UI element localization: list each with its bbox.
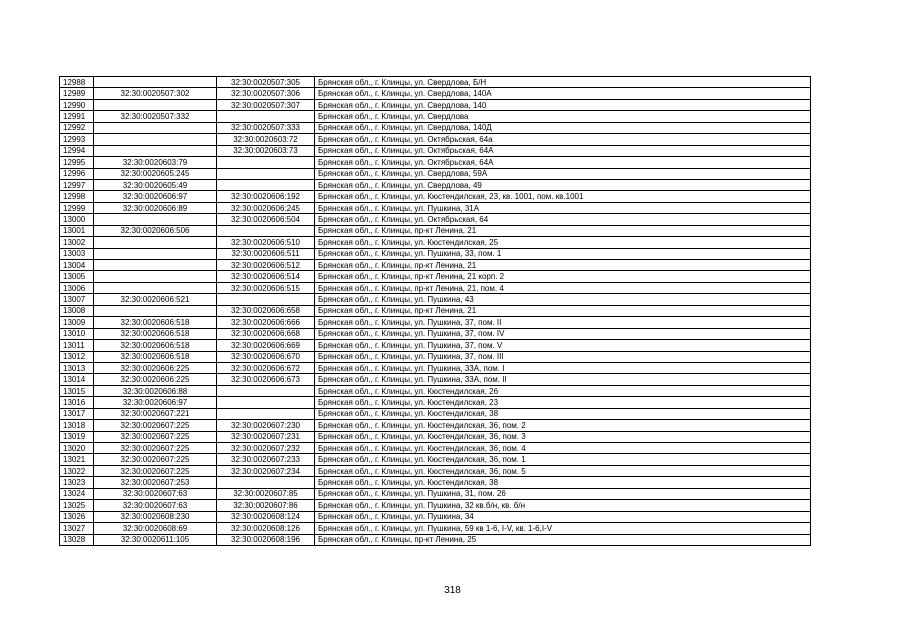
address-cell: Брянская обл., г. Клинцы, ул. Кюстендилская, 23	[315, 397, 811, 408]
address-cell: Брянская обл., г. Клинцы, ул. Кюстендилская, 38	[315, 408, 811, 419]
related-cadastral-number-cell: 32:30:0020606:514	[217, 271, 315, 282]
table-row	[60, 260, 811, 271]
address-cell: Брянская обл., г. Клинцы, ул. Кюстендилская, 23, кв. 1001, пом. кв.1001	[315, 191, 811, 202]
related-cadastral-number-cell	[217, 294, 315, 305]
page-number: 318	[444, 585, 461, 596]
cadastral-number-cell: 32:30:0020608:230	[94, 511, 217, 522]
row-number-cell: 13017	[60, 408, 94, 419]
cadastral-number-cell: 32:30:0020608:69	[94, 523, 217, 534]
table-row	[60, 362, 811, 373]
related-cadastral-number-cell	[217, 408, 315, 419]
row-number-cell: 13028	[60, 534, 94, 545]
row-number-cell: 13007	[60, 294, 94, 305]
address-cell: Брянская обл., г. Клинцы, ул. Пушкина, 34	[315, 511, 811, 522]
related-cadastral-number-cell: 32:30:0020606:510	[217, 237, 315, 248]
table-row	[60, 214, 811, 225]
related-cadastral-number-cell: 32:30:0020507:305	[217, 77, 315, 88]
table-row	[60, 431, 811, 442]
related-cadastral-number-cell: 32:30:0020608:124	[217, 511, 315, 522]
related-cadastral-number-cell	[217, 179, 315, 190]
row-number-cell: 12988	[60, 77, 94, 88]
table-row	[60, 225, 811, 236]
table-row	[60, 134, 811, 145]
table-row	[60, 465, 811, 476]
address-cell: Брянская обл., г. Клинцы, ул. Октябрьская, 64А	[315, 145, 811, 156]
table-row	[60, 488, 811, 499]
cadastral-number-cell: 32:30:0020606:518	[94, 340, 217, 351]
cadastral-number-cell: 32:30:0020605:49	[94, 179, 217, 190]
cadastral-number-cell: 32:30:0020607:253	[94, 477, 217, 488]
related-cadastral-number-cell: 32:30:0020607:234	[217, 465, 315, 476]
table-row	[60, 157, 811, 168]
related-cadastral-number-cell	[217, 477, 315, 488]
related-cadastral-number-cell: 32:30:0020606:673	[217, 374, 315, 385]
cadastral-number-cell	[94, 145, 217, 156]
row-number-cell: 12993	[60, 134, 94, 145]
row-number-cell: 13010	[60, 328, 94, 339]
table-row	[60, 111, 811, 122]
related-cadastral-number-cell: 32:30:0020606:511	[217, 248, 315, 259]
related-cadastral-number-cell: 32:30:0020606:515	[217, 282, 315, 293]
row-number-cell: 13013	[60, 362, 94, 373]
row-number-cell: 13005	[60, 271, 94, 282]
table-row	[60, 88, 811, 99]
cadastral-number-cell: 32:30:0020606:225	[94, 362, 217, 373]
row-number-cell: 12990	[60, 99, 94, 110]
related-cadastral-number-cell: 32:30:0020606:192	[217, 191, 315, 202]
row-number-cell: 12994	[60, 145, 94, 156]
cadastral-number-cell	[94, 282, 217, 293]
table-row	[60, 202, 811, 213]
row-number-cell: 13003	[60, 248, 94, 259]
row-number-cell: 13019	[60, 431, 94, 442]
related-cadastral-number-cell: 32:30:0020606:670	[217, 351, 315, 362]
address-cell: Брянская обл., г. Клинцы, пр-кт Ленина, 21	[315, 305, 811, 316]
row-number-cell: 13018	[60, 420, 94, 431]
cadastral-number-cell: 32:30:0020507:332	[94, 111, 217, 122]
row-number-cell: 13026	[60, 511, 94, 522]
related-cadastral-number-cell	[217, 225, 315, 236]
row-number-cell: 13027	[60, 523, 94, 534]
related-cadastral-number-cell: 32:30:0020606:504	[217, 214, 315, 225]
address-cell: Брянская обл., г. Клинцы, ул. Пушкина, 43	[315, 294, 811, 305]
related-cadastral-number-cell	[217, 385, 315, 396]
cadastral-number-cell	[94, 271, 217, 282]
table-row	[60, 271, 811, 282]
cadastral-number-cell: 32:30:0020605:245	[94, 168, 217, 179]
address-cell: Брянская обл., г. Клинцы, ул. Пушкина, 33, пом. 1	[315, 248, 811, 259]
related-cadastral-number-cell: 32:30:0020507:307	[217, 99, 315, 110]
table-row	[60, 500, 811, 511]
cadastral-number-cell: 32:30:0020607:225	[94, 431, 217, 442]
table-row	[60, 191, 811, 202]
cadastral-number-cell: 32:30:0020603:79	[94, 157, 217, 168]
table-row	[60, 374, 811, 385]
related-cadastral-number-cell: 32:30:0020608:126	[217, 523, 315, 534]
table-row	[60, 99, 811, 110]
cadastral-number-cell: 32:30:0020606:518	[94, 317, 217, 328]
table-row	[60, 168, 811, 179]
related-cadastral-number-cell: 32:30:0020507:306	[217, 88, 315, 99]
table-row	[60, 179, 811, 190]
address-cell: Брянская обл., г. Клинцы, ул. Кюстендилская, 38	[315, 477, 811, 488]
related-cadastral-number-cell: 32:30:0020607:85	[217, 488, 315, 499]
cadastral-number-cell: 32:30:0020606:521	[94, 294, 217, 305]
address-cell: Брянская обл., г. Клинцы, ул. Свердлова, 49	[315, 179, 811, 190]
row-number-cell: 13006	[60, 282, 94, 293]
address-cell: Брянская обл., г. Клинцы, ул. Октябрьская, 64	[315, 214, 811, 225]
table-row	[60, 385, 811, 396]
address-cell: Брянская обл., г. Клинцы, ул. Свердлова, Б/Н	[315, 77, 811, 88]
related-cadastral-number-cell: 32:30:0020607:232	[217, 443, 315, 454]
related-cadastral-number-cell: 32:30:0020606:669	[217, 340, 315, 351]
related-cadastral-number-cell: 32:30:0020603:73	[217, 145, 315, 156]
cadastral-number-cell: 32:30:0020607:221	[94, 408, 217, 419]
table-row	[60, 523, 811, 534]
row-number-cell: 13009	[60, 317, 94, 328]
table-row	[60, 534, 811, 545]
address-cell: Брянская обл., г. Клинцы, ул. Пушкина, 37, пом. V	[315, 340, 811, 351]
cadastral-number-cell: 32:30:0020611:105	[94, 534, 217, 545]
table-row	[60, 443, 811, 454]
cadastral-number-cell: 32:30:0020607:225	[94, 420, 217, 431]
table-row	[60, 397, 811, 408]
row-number-cell: 13008	[60, 305, 94, 316]
row-number-cell: 13015	[60, 385, 94, 396]
row-number-cell: 12992	[60, 122, 94, 133]
cadastral-number-cell: 32:30:0020607:225	[94, 465, 217, 476]
address-cell: Брянская обл., г. Клинцы, ул. Пушкина, 37, пом. III	[315, 351, 811, 362]
cadastral-number-cell: 32:30:0020507:302	[94, 88, 217, 99]
address-cell: Брянская обл., г. Клинцы, ул. Пушкина, 33А, пом. II	[315, 374, 811, 385]
row-number-cell: 12997	[60, 179, 94, 190]
row-number-cell: 13004	[60, 260, 94, 271]
address-cell: Брянская обл., г. Клинцы, пр-кт Ленина, 21, пом. 4	[315, 282, 811, 293]
cadastral-number-cell	[94, 305, 217, 316]
address-cell: Брянская обл., г. Клинцы, ул. Кюстендилская, 36, пом. 2	[315, 420, 811, 431]
table-row	[60, 305, 811, 316]
table-row	[60, 340, 811, 351]
row-number-cell: 12991	[60, 111, 94, 122]
row-number-cell: 13001	[60, 225, 94, 236]
address-cell: Брянская обл., г. Клинцы, ул. Кюстендилская, 25	[315, 237, 811, 248]
cadastral-number-cell: 32:30:0020606:89	[94, 202, 217, 213]
related-cadastral-number-cell	[217, 111, 315, 122]
related-cadastral-number-cell: 32:30:0020606:512	[217, 260, 315, 271]
address-cell: Брянская обл., г. Клинцы, ул. Пушкина, 31, пом. 26	[315, 488, 811, 499]
address-cell: Брянская обл., г. Клинцы, ул. Кюстендилская, 36, пом. 3	[315, 431, 811, 442]
address-cell: Брянская обл., г. Клинцы, ул. Кюстендилская, 36, пом. 1	[315, 454, 811, 465]
row-number-cell: 12998	[60, 191, 94, 202]
table-row	[60, 328, 811, 339]
cadastral-number-cell: 32:30:0020607:225	[94, 443, 217, 454]
address-cell: Брянская обл., г. Клинцы, ул. Пушкина, 32 кв.б/н, кв. б/н	[315, 500, 811, 511]
related-cadastral-number-cell: 32:30:0020607:86	[217, 500, 315, 511]
cadastral-number-cell: 32:30:0020607:63	[94, 500, 217, 511]
cadastral-number-cell	[94, 237, 217, 248]
address-cell: Брянская обл., г. Клинцы, ул. Пушкина, 59 кв 1-6, I-V, кв. 1-6,I-V	[315, 523, 811, 534]
related-cadastral-number-cell: 32:30:0020606:666	[217, 317, 315, 328]
address-cell: Брянская обл., г. Клинцы, ул. Свердлова, 140А	[315, 88, 811, 99]
cadastral-number-cell: 32:30:0020606:518	[94, 351, 217, 362]
table-row	[60, 317, 811, 328]
table-row	[60, 248, 811, 259]
address-cell: Брянская обл., г. Клинцы, ул. Свердлова, 140	[315, 99, 811, 110]
row-number-cell: 12995	[60, 157, 94, 168]
cadastral-number-cell	[94, 77, 217, 88]
row-number-cell: 13020	[60, 443, 94, 454]
address-cell: Брянская обл., г. Клинцы, пр-кт Ленина, 21	[315, 225, 811, 236]
address-cell: Брянская обл., г. Клинцы, пр-кт Ленина, 21	[315, 260, 811, 271]
cadastral-number-cell	[94, 260, 217, 271]
address-cell: Брянская обл., г. Клинцы, ул. Октябрьская, 64а	[315, 134, 811, 145]
row-number-cell: 13000	[60, 214, 94, 225]
related-cadastral-number-cell: 32:30:0020507:333	[217, 122, 315, 133]
related-cadastral-number-cell: 32:30:0020607:231	[217, 431, 315, 442]
related-cadastral-number-cell	[217, 157, 315, 168]
table-row	[60, 237, 811, 248]
cadastral-number-cell: 32:30:0020606:97	[94, 397, 217, 408]
address-cell: Брянская обл., г. Клинцы, пр-кт Ленина, 21 корп. 2	[315, 271, 811, 282]
row-number-cell: 13025	[60, 500, 94, 511]
related-cadastral-number-cell: 32:30:0020608:196	[217, 534, 315, 545]
address-cell: Брянская обл., г. Клинцы, пр-кт Ленина, 25	[315, 534, 811, 545]
row-number-cell: 13021	[60, 454, 94, 465]
cadastral-number-cell: 32:30:0020606:97	[94, 191, 217, 202]
row-number-cell: 13022	[60, 465, 94, 476]
address-cell: Брянская обл., г. Клинцы, ул. Кюстендилская, 26	[315, 385, 811, 396]
table-row	[60, 282, 811, 293]
registry-table	[59, 76, 811, 546]
table-row	[60, 408, 811, 419]
related-cadastral-number-cell: 32:30:0020607:230	[217, 420, 315, 431]
related-cadastral-number-cell: 32:30:0020606:672	[217, 362, 315, 373]
table-row	[60, 420, 811, 431]
cadastral-number-cell	[94, 122, 217, 133]
related-cadastral-number-cell: 32:30:0020606:668	[217, 328, 315, 339]
related-cadastral-number-cell	[217, 168, 315, 179]
address-cell: Брянская обл., г. Клинцы, ул. Октябрьская, 64А	[315, 157, 811, 168]
address-cell: Брянская обл., г. Клинцы, ул. Кюстендилская, 36, пом. 5	[315, 465, 811, 476]
address-cell: Брянская обл., г. Клинцы, ул. Пушкина, 37, пом. II	[315, 317, 811, 328]
cadastral-number-cell: 32:30:0020606:506	[94, 225, 217, 236]
cadastral-number-cell	[94, 214, 217, 225]
address-cell: Брянская обл., г. Клинцы, ул. Свердлова, 140Д	[315, 122, 811, 133]
cadastral-number-cell: 32:30:0020606:88	[94, 385, 217, 396]
address-cell: Брянская обл., г. Клинцы, ул. Пушкина, 37, пом. IV	[315, 328, 811, 339]
cadastral-number-cell: 32:30:0020606:225	[94, 374, 217, 385]
row-number-cell: 12996	[60, 168, 94, 179]
address-cell: Брянская обл., г. Клинцы, ул. Пушкина, 31А	[315, 202, 811, 213]
related-cadastral-number-cell: 32:30:0020606:658	[217, 305, 315, 316]
related-cadastral-number-cell: 32:30:0020607:233	[217, 454, 315, 465]
table-row	[60, 511, 811, 522]
cadastral-number-cell: 32:30:0020607:225	[94, 454, 217, 465]
table-row	[60, 351, 811, 362]
cadastral-number-cell: 32:30:0020607:63	[94, 488, 217, 499]
related-cadastral-number-cell	[217, 397, 315, 408]
row-number-cell: 13023	[60, 477, 94, 488]
related-cadastral-number-cell: 32:30:0020603:72	[217, 134, 315, 145]
table-row	[60, 77, 811, 88]
row-number-cell: 13014	[60, 374, 94, 385]
row-number-cell: 13016	[60, 397, 94, 408]
address-cell: Брянская обл., г. Клинцы, ул. Пушкина, 33А, пом. I	[315, 362, 811, 373]
table-row	[60, 294, 811, 305]
address-cell: Брянская обл., г. Клинцы, ул. Кюстендилская, 36, пом. 4	[315, 443, 811, 454]
row-number-cell: 12999	[60, 202, 94, 213]
registry-table-body	[60, 77, 811, 546]
row-number-cell: 13002	[60, 237, 94, 248]
cadastral-number-cell: 32:30:0020606:518	[94, 328, 217, 339]
row-number-cell: 12989	[60, 88, 94, 99]
row-number-cell: 13024	[60, 488, 94, 499]
table-row	[60, 477, 811, 488]
related-cadastral-number-cell: 32:30:0020606:245	[217, 202, 315, 213]
table-row	[60, 454, 811, 465]
cadastral-number-cell	[94, 248, 217, 259]
table-row	[60, 122, 811, 133]
table-row	[60, 145, 811, 156]
row-number-cell: 13012	[60, 351, 94, 362]
row-number-cell: 13011	[60, 340, 94, 351]
address-cell: Брянская обл., г. Клинцы, ул. Свердлова	[315, 111, 811, 122]
address-cell: Брянская обл., г. Клинцы, ул. Свердлова, 59А	[315, 168, 811, 179]
cadastral-number-cell	[94, 134, 217, 145]
cadastral-number-cell	[94, 99, 217, 110]
